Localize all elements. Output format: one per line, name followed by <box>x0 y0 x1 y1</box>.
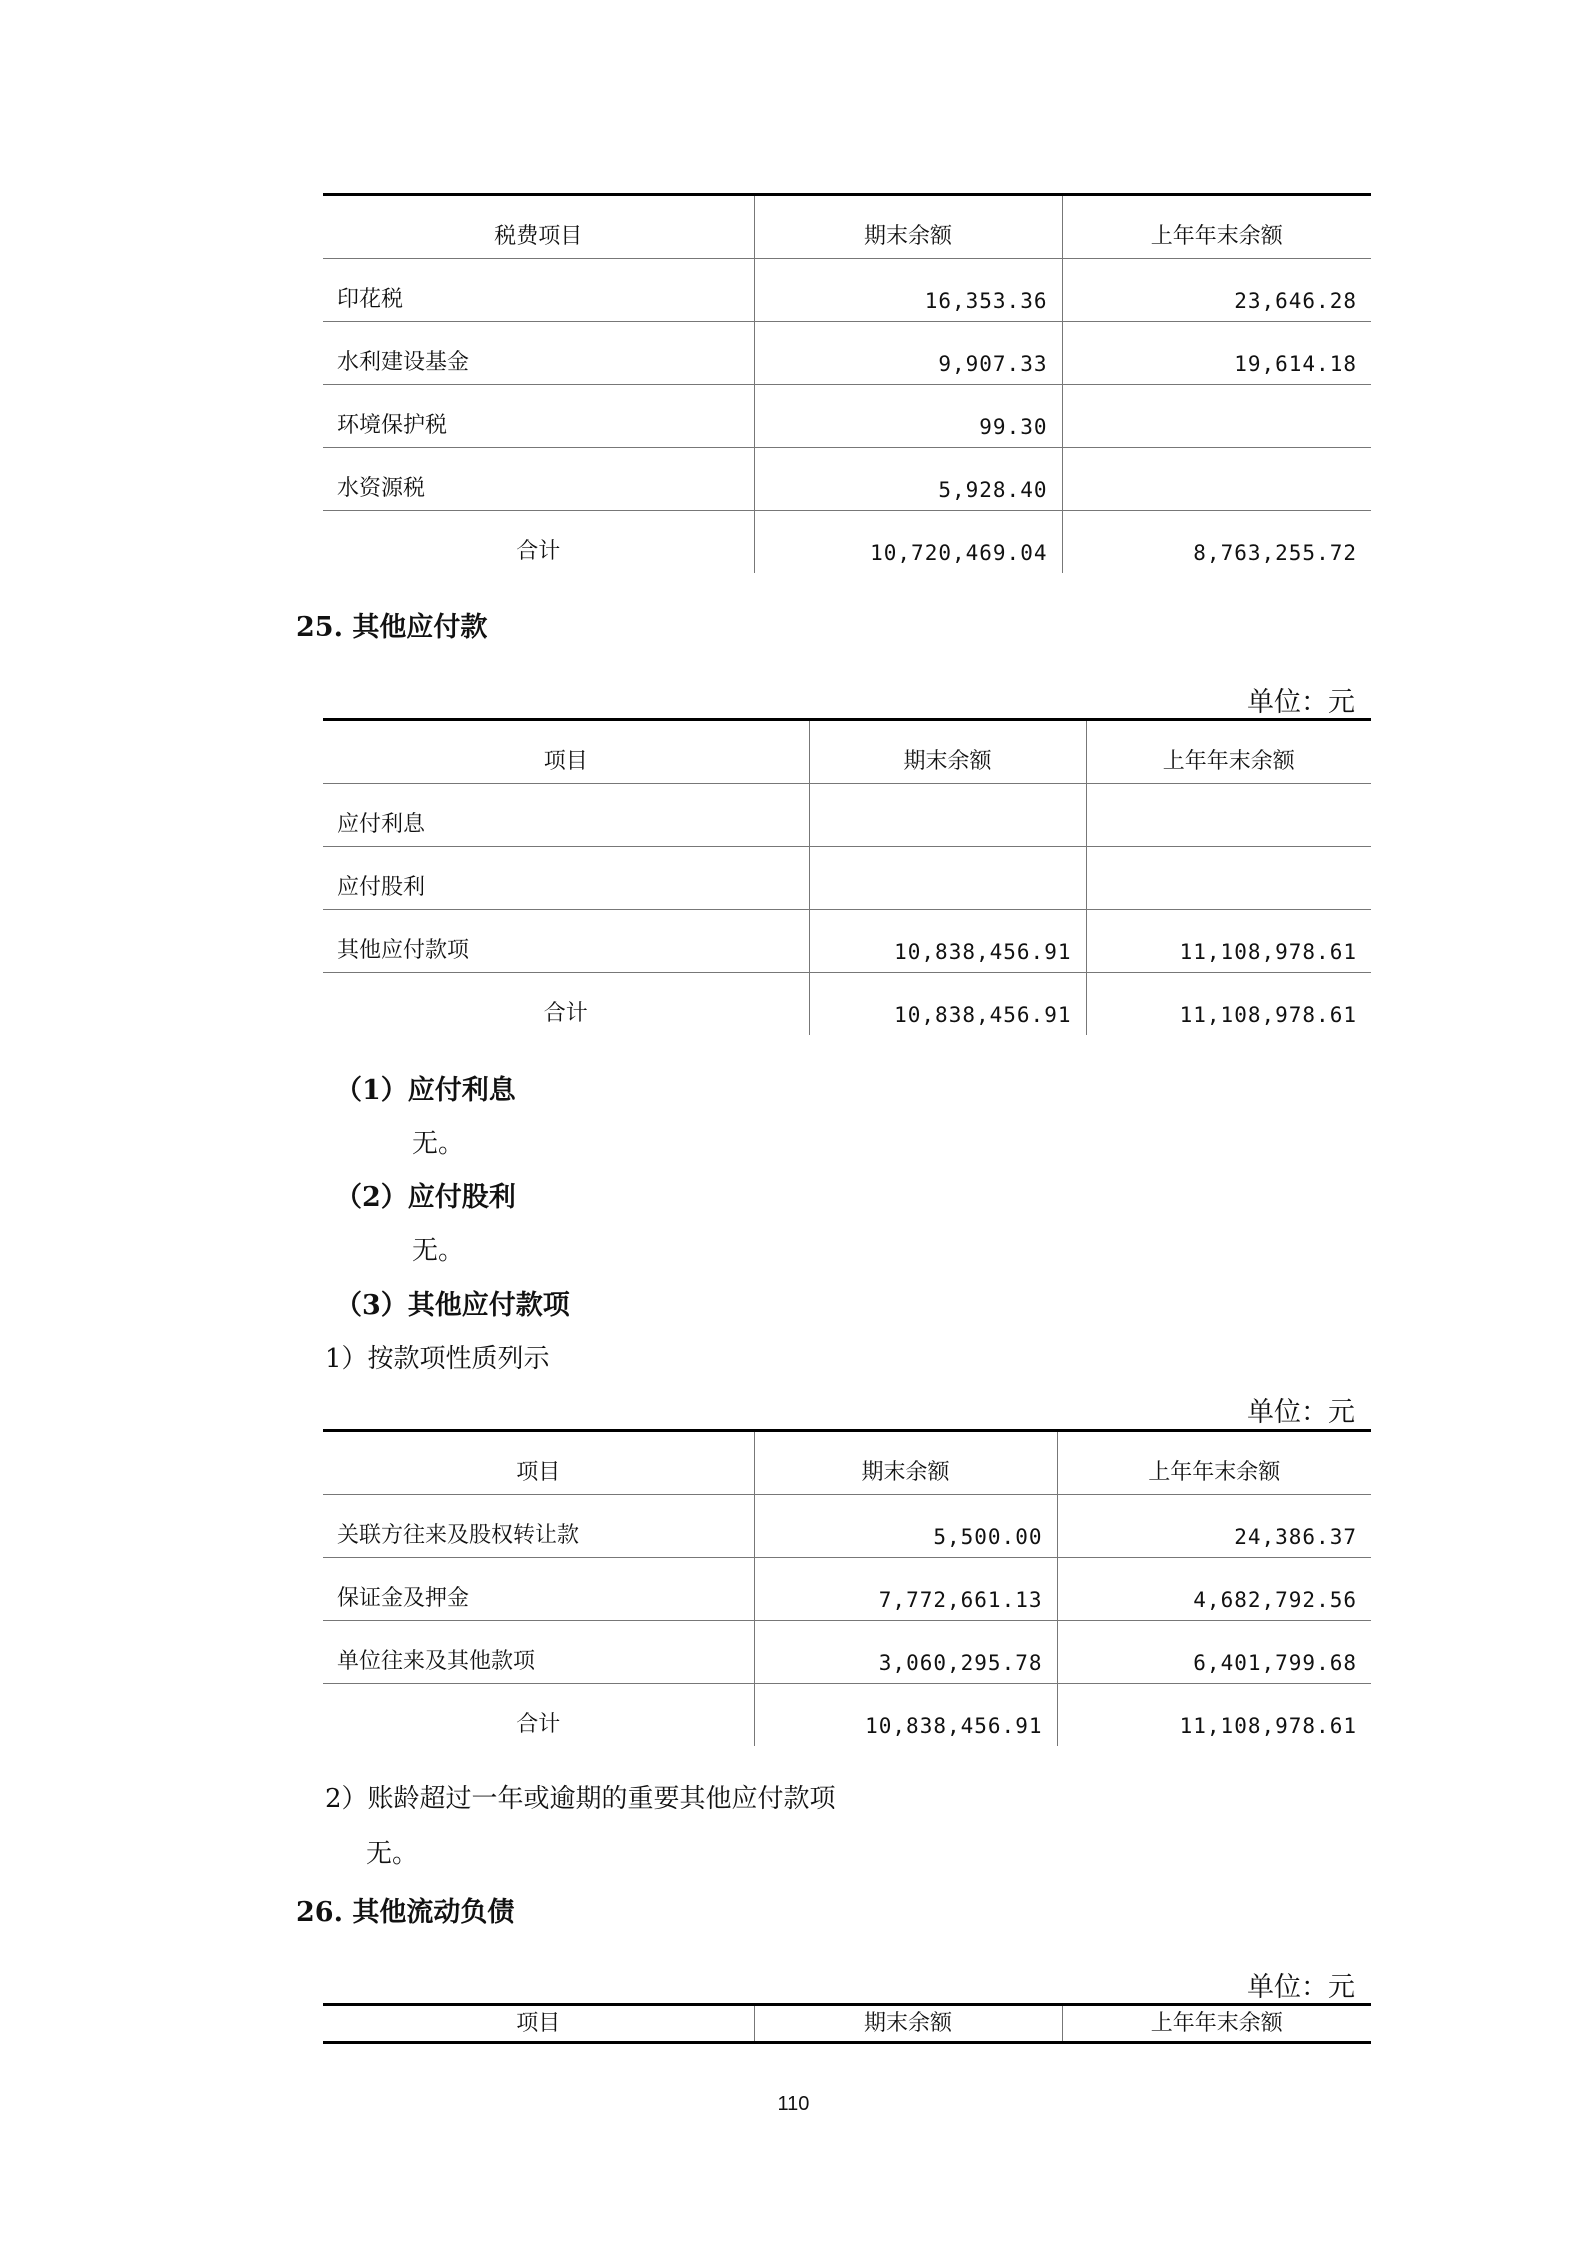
column-header: 上年年末余额 <box>1062 195 1371 259</box>
table-row <box>323 322 1371 385</box>
unit-label: 单位：元 <box>1247 1972 1355 2003</box>
total-value: 11,108,978.61 <box>1057 1684 1371 1747</box>
total-row <box>323 973 1371 1036</box>
cell-value <box>1062 385 1371 448</box>
total-value: 10,720,469.04 <box>754 511 1062 574</box>
payables-by-nature-table <box>323 1429 1371 1746</box>
cell-value: 3,060,295.78 <box>754 1621 1057 1684</box>
list-item-heading: 1）按款项性质列示 <box>325 1344 550 1374</box>
row-label: 应付利息 <box>323 784 809 847</box>
column-header: 项目 <box>323 720 809 784</box>
other-current-liabilities-table <box>323 2003 1371 2044</box>
cell-value: 99.30 <box>754 385 1062 448</box>
table-row <box>323 1558 1371 1621</box>
table-row <box>323 385 1371 448</box>
row-label: 单位往来及其他款项 <box>323 1621 754 1684</box>
section-heading: 26. 其他流动负债 <box>296 1897 515 1928</box>
table-row <box>323 259 1371 322</box>
table-row <box>323 1495 1371 1558</box>
cell-value: 10,838,456.91 <box>809 910 1086 973</box>
body-text: 无。 <box>412 1236 465 1266</box>
column-header: 项目 <box>323 1431 754 1495</box>
tax-table <box>323 193 1371 573</box>
row-label: 印花税 <box>323 259 754 322</box>
cell-value: 7,772,661.13 <box>754 1558 1057 1621</box>
cell-value <box>809 784 1086 847</box>
other-payables-table <box>323 718 1371 1035</box>
row-label: 关联方往来及股权转让款 <box>323 1495 754 1558</box>
cell-value: 19,614.18 <box>1062 322 1371 385</box>
total-value: 8,763,255.72 <box>1062 511 1371 574</box>
body-text: 无。 <box>412 1129 465 1159</box>
subsection-heading: （3）其他应付款项 <box>335 1290 570 1321</box>
cell-value <box>1086 847 1371 910</box>
total-label: 合计 <box>516 1712 561 1737</box>
total-value: 11,108,978.61 <box>1086 973 1371 1036</box>
cell-value: 6,401,799.68 <box>1057 1621 1371 1684</box>
cell-value: 24,386.37 <box>1057 1495 1371 1558</box>
page-number: 110 <box>777 2093 810 2115</box>
column-header: 期末余额 <box>809 720 1086 784</box>
row-label: 水利建设基金 <box>323 322 754 385</box>
section-heading: 25. 其他应付款 <box>296 612 488 643</box>
table-header-row <box>323 195 1371 259</box>
row-label: 环境保护税 <box>323 385 754 448</box>
row-label: 其他应付款项 <box>323 910 809 973</box>
table-row <box>323 847 1371 910</box>
unit-label: 单位：元 <box>1247 687 1355 718</box>
table-row <box>323 784 1371 847</box>
cell-value: 9,907.33 <box>754 322 1062 385</box>
table-header-row <box>323 2005 1371 2043</box>
column-header: 期末余额 <box>754 2005 1062 2043</box>
total-row <box>323 1684 1371 1747</box>
subsection-heading: （1）应付利息 <box>335 1075 516 1106</box>
cell-value: 11,108,978.61 <box>1086 910 1371 973</box>
table-row <box>323 910 1371 973</box>
list-item-heading: 2）账龄超过一年或逾期的重要其他应付款项 <box>325 1784 836 1814</box>
row-label: 水资源税 <box>323 448 754 511</box>
cell-value <box>1062 448 1371 511</box>
column-header: 项目 <box>323 2005 754 2043</box>
table-header-row <box>323 720 1371 784</box>
column-header: 税费项目 <box>323 195 754 259</box>
table-header-row <box>323 1431 1371 1495</box>
subsection-heading: （2）应付股利 <box>335 1182 516 1213</box>
table-row <box>323 448 1371 511</box>
column-header: 期末余额 <box>754 1431 1057 1495</box>
column-header: 上年年末余额 <box>1062 2005 1371 2043</box>
unit-label: 单位：元 <box>1247 1397 1355 1428</box>
cell-value <box>809 847 1086 910</box>
column-header: 上年年末余额 <box>1057 1431 1371 1495</box>
row-label: 保证金及押金 <box>323 1558 754 1621</box>
cell-value <box>1086 784 1371 847</box>
total-value: 10,838,456.91 <box>809 973 1086 1036</box>
column-header: 上年年末余额 <box>1086 720 1371 784</box>
body-text: 无。 <box>366 1839 419 1869</box>
total-label: 合计 <box>516 539 561 564</box>
total-row <box>323 511 1371 574</box>
total-label: 合计 <box>543 1001 588 1026</box>
cell-value: 16,353.36 <box>754 259 1062 322</box>
table-row <box>323 1621 1371 1684</box>
total-value: 10,838,456.91 <box>754 1684 1057 1747</box>
cell-value: 23,646.28 <box>1062 259 1371 322</box>
cell-value: 5,500.00 <box>754 1495 1057 1558</box>
cell-value: 4,682,792.56 <box>1057 1558 1371 1621</box>
row-label: 应付股利 <box>323 847 809 910</box>
column-header: 期末余额 <box>754 195 1062 259</box>
cell-value: 5,928.40 <box>754 448 1062 511</box>
